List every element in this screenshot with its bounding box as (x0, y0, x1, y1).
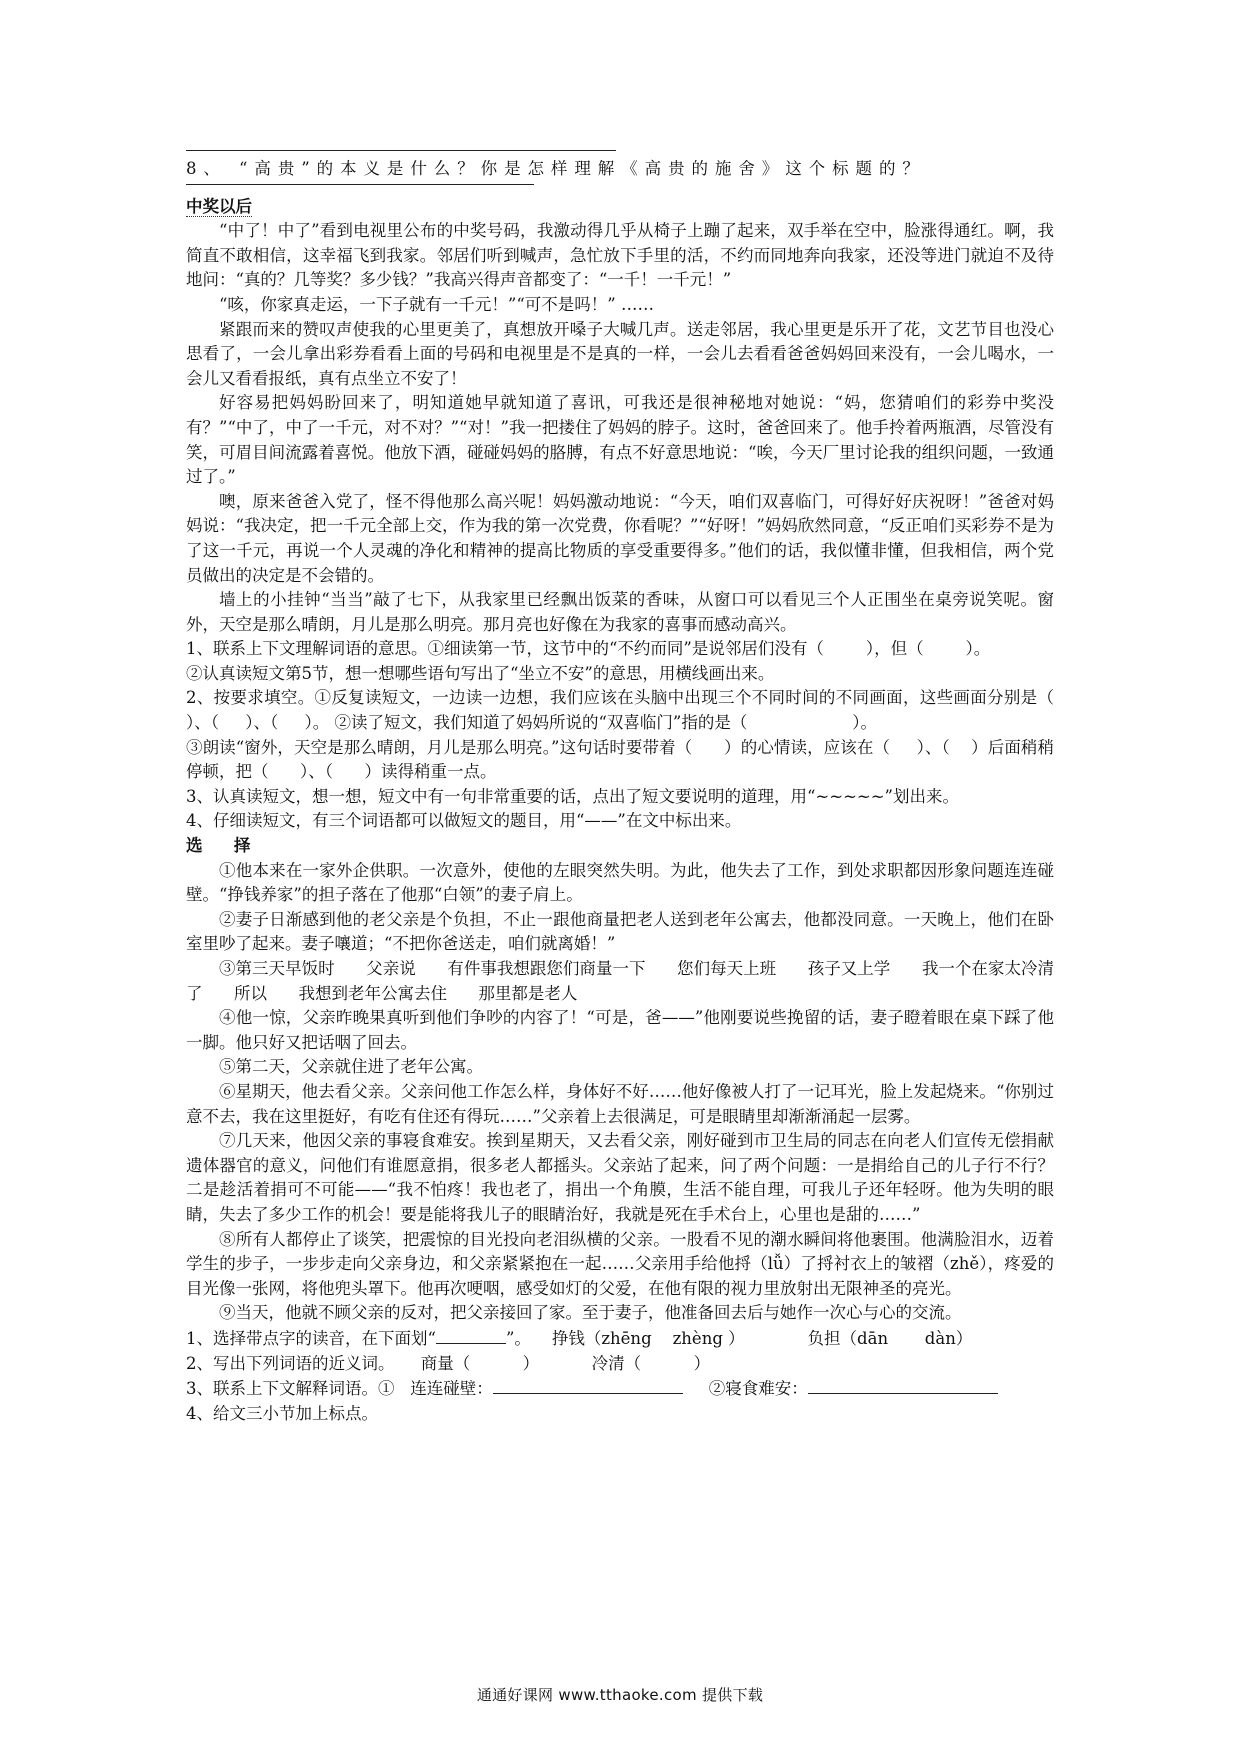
story1-paragraph: 墙上的小挂钟“当当”敲了七下，从我家里已经飘出饭菜的香味，从窗口可以看见三个人正围坐在桌旁说笑呢。窗外，天空是那么晴朗，月儿是那么明亮。那月亮也好像在为我家的喜事而感动高兴。 (186, 590, 1054, 634)
q3-text-mid: ②寝食难安： (708, 1379, 808, 1399)
answer-blank[interactable] (493, 1376, 683, 1394)
story2-paragraph: ⑨当天，他就不顾父亲的反对，把父亲接回了家。至于妻子，他准备回去后与她作一次心与心的交流。 (219, 1303, 962, 1323)
story1-paragraph: 好容易把妈妈盼回来了，明知道她早就知道了喜讯，可我还是很神秘地对她说：“妈，您猜咱们的彩券中奖没有？”“中了，中了一千元，对不对？”“对！”我一把搂住了妈妈的脖子。这时，爸爸回来了。他手拎着两瓶酒，尽管没有笑，可眉目间流露着喜悦。他放下酒，碰碰妈妈的胳膊，有点不好意思地说：“唉，今天厂里讨论我的组织问题，一致通过了。” (186, 393, 1054, 487)
question-8: 8、 “高贵”的本义是什么？你是怎样理解《高贵的施舍》这个标题的？ (186, 159, 926, 178)
story2-paragraph: ⑤第二天，父亲就住进了老年公寓。 (219, 1057, 483, 1077)
story1-paragraph: “中了！中了”看到电视里公布的中奖号码，我激动得几乎从椅子上蹦了起来，双手举在空中，脸涨得通红。啊，我简直不敢相信，这幸福飞到我家。邻居们听到喊声，急忙放下手里的活，不约而同地奔向我家，还没等进门就迫不及待地问：“真的？几等奖？多少钱？”我高兴得声音都变了：“一千！一千元！” (186, 221, 1054, 290)
story2-question-1 (186, 1326, 1054, 1352)
story2-paragraph: ⑦几天来，他因父亲的事寝食难安。挨到星期天，又去看父亲，刚好碰到市卫生局的同志在向老人们宣传无偿捐献遗体器官的意义，问他们有谁愿意捐，很多老人都摇头。父亲站了起来，问了两个问题：一是捐给自己的儿子行不行？二是趁活着捐可不可能——“我不怕疼！我也老了，捐出一个角膜，生活不能自理，可我儿子还年轻呀。他为失明的眼睛，失去了多少工作的机会！要是能将我儿子的眼睛治好，我就是死在手术台上，心里也是甜的……” (186, 1131, 1054, 1224)
story1-title-text: 中奖以后 (186, 196, 252, 216)
document-page (186, 150, 1075, 1426)
story1-question: 2、按要求填空。①反复读短文，一边读一边想，我们应该在头脑中出现三个不同时间的不同画面，这些画面分别是（ ）、（ ）、（ ）。 ②读了短文，我们知道了妈妈所说的“双喜临门”指的是（ ）。 (186, 688, 1075, 733)
q3-text-start: 3、联系上下文解释词语。① 连连碰壁： (186, 1379, 493, 1399)
story1-question: 4、仔细读短文，有三个词语都可以做短文的题目，用“——”在文中标出来。 (186, 811, 742, 831)
story1-question: 3、认真读短文，想一想，短文中有一句非常重要的话，点出了短文要说明的道理，用“~~~~~”划出来。 (186, 786, 959, 806)
q1-text-end: ”。 挣钱（zhēng zhèng ） 负担（dān dàn） (505, 1328, 973, 1348)
story1-question: ③朗读“窗外，天空是那么晴朗，月儿是那么明亮。”这句话时要带着（ ）的心情读，应该在（ ）、（ ）后面稍稍停顿，把（ ）、（ ）读得稍重一点。 (186, 737, 1054, 782)
story1-title (186, 195, 1054, 220)
story2-paragraph: ④他一惊，父亲昨晚果真听到他们争吵的内容了！“可是，爸——”他刚要说些挽留的话，妻子瞪着眼在桌下踩了他一脚。他只好又把话咽了回去。 (186, 1008, 1054, 1052)
story2-paragraph: ⑥星期天，他去看父亲。父亲问他工作怎么样，身体好不好……他好像被人打了一记耳光，脸上发起烧来。“你别过意不去，我在这里挺好，有吃有住还有得玩……”父亲着上去很满足，可是眼睛里却渐渐涌起一层雾。 (186, 1081, 1054, 1126)
answer-line (186, 150, 616, 151)
story2-question-4: 4、给文三小节加上标点。 (186, 1403, 378, 1423)
story1-paragraph: “咳，你家真走运，一下子就有一千元！”“可不是吗！” …… (219, 294, 654, 314)
story2-paragraph: ②妻子日渐感到他的老父亲是个负担，不止一跟他商量把老人送到老年公寓去，他都没同意。一天晚上，他们在卧室里吵了起来。妻子嚷道；“不把你爸送走，咱们就离婚！” (186, 909, 1054, 954)
story2-question-3 (186, 1376, 1054, 1402)
story2-paragraph: ⑧所有人都停止了谈笑，把震惊的目光投向老泪纵横的父亲。一股看不见的潮水瞬间将他裹围。他满脸泪水，迈着学生的步子，一步步走向父亲身边，和父亲紧紧抱在一起……父亲用手给他捋（lǚ）了捋衬衣上的皱褶（zhě），疼爱的目光像一张网，将他兜头罩下。他再次哽咽，感受如灯的父爱，在他有限的视力里放射出无限神圣的亮光。 (186, 1229, 1054, 1298)
story2-title: 选择 (186, 836, 282, 856)
answer-blank[interactable] (436, 1326, 506, 1344)
story1-paragraph: 紧跟而来的赞叹声使我的心里更美了，真想放开嗓子大喊几声。送走邻居，我心里更是乐开了花，文艺节目也没心思看了，一会儿拿出彩券看看上面的号码和电视里是不是真的一样，一会儿去看看爸爸妈妈回来没有，一会儿喝水，一会儿又看看报纸，真有点坐立不安了！ (186, 319, 1054, 388)
story1-question: ②认真读短文第5节，想一想哪些语句写出了“坐立不安”的意思，用横线画出来。 (186, 663, 775, 683)
story2-paragraph: ③第三天早饭时 父亲说 有件事我想跟您们商量一下 您们每天上班 孩子又上学 我一个在家太冷清了 所以 我想到老年公寓去住 那里都是老人 (186, 959, 1054, 1003)
story2-paragraph: ①他本来在一家外企供职。一次意外，使他的左眼突然失明。为此，他失去了工作，到处求职都因形象问题连连碰壁。“挣钱养家”的担子落在了他那“白领”的妻子肩上。 (186, 860, 1054, 905)
story2-question-2: 2、写出下列词语的近义词。 商量（ ） 冷清（ ） (186, 1353, 711, 1373)
answer-line (186, 184, 534, 185)
footer-credit: 通通好课网 www.tthaoke.com 提供下载 (476, 1686, 764, 1704)
q1-text-start: 1、选择带点字的读音，在下面划“ (186, 1328, 436, 1348)
story1-paragraph: 噢，原来爸爸入党了，怪不得他那么高兴呢！妈妈激动地说：“今天，咱们双喜临门，可得好好庆祝呀！”爸爸对妈妈说：“我决定，把一千元全部上交，作为我的第一次党费，你看呢？”“好呀！”妈妈欣然同意，“反正咱们买彩券不是为了这一千元，再说一个人灵魂的净化和精神的提高比物质的享受重要得多。”他们的话，我似懂非懂，但我相信，两个党员做出的决定是不会错的。 (186, 491, 1054, 585)
story1-question: 1、联系上下文理解词语的意思。①细读第一节，这节中的“不约而同”是说邻居们没有（ ），但（ ）。 (186, 639, 991, 659)
answer-blank[interactable] (808, 1376, 998, 1394)
